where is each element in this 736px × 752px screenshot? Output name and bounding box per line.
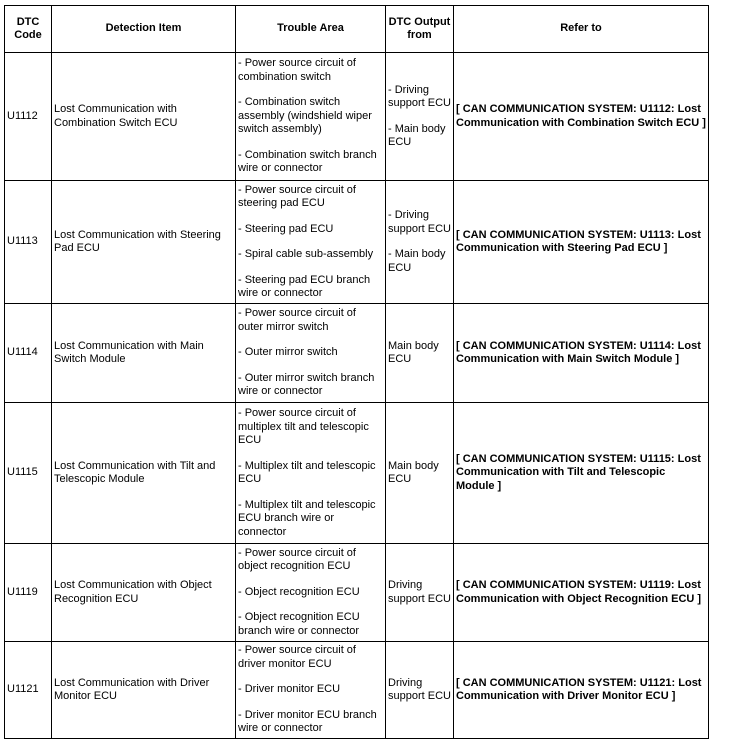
trouble-area-item: - Steering pad ECU branch wire or connector	[238, 273, 371, 299]
dtc-code-cell: U1115	[5, 403, 52, 544]
trouble-area-cell	[236, 53, 386, 181]
trouble-area-item: - Driver monitor ECU	[238, 683, 341, 696]
trouble-area-cell	[236, 403, 386, 544]
detection-item-cell: Lost Communication with Combination Switch ECU	[52, 53, 236, 181]
trouble-area-item: - Power source circuit of multiplex tilt and telescopic ECU	[238, 407, 369, 446]
dtc-output-item: - Driving support ECU	[388, 83, 451, 109]
dtc-output-cell	[386, 181, 454, 304]
refer-to-link[interactable]: [ CAN COMMUNICATION SYSTEM: U1115: Lost Communication with Tilt and Telescopic Module ]	[454, 403, 709, 544]
table-row	[5, 53, 709, 181]
trouble-area-item: - Object recognition ECU branch wire or connector	[238, 611, 360, 637]
dtc-table	[4, 5, 709, 739]
dtc-code-cell: U1121	[5, 642, 52, 739]
trouble-area-item: - Combination switch assembly (windshield wiper switch assembly)	[238, 96, 372, 136]
dtc-output-cell	[386, 53, 454, 181]
trouble-area-item: - Outer mirror switch	[238, 346, 338, 359]
table-row	[5, 304, 709, 403]
trouble-area-cell	[236, 544, 386, 642]
detection-item-cell: Lost Communication with Steering Pad ECU	[52, 181, 236, 304]
dtc-output-item: - Main body ECU	[388, 122, 446, 148]
dtc-code-cell: U1112	[5, 53, 52, 181]
dtc-code-cell: U1113	[5, 181, 52, 304]
trouble-area-item: - Multiplex tilt and telescopic ECU branch wire or connector	[238, 498, 376, 538]
dtc-output-item: Main body ECU	[388, 339, 439, 365]
trouble-area-item: - Power source circuit of steering pad ECU	[238, 183, 356, 209]
header-trouble-area: Trouble Area	[236, 6, 386, 53]
trouble-area-item: - Combination switch branch wire or connector	[238, 148, 377, 175]
table-row	[5, 544, 709, 642]
detection-item-cell: Lost Communication with Driver Monitor ECU	[52, 642, 236, 739]
dtc-code-cell: U1114	[5, 304, 52, 403]
header-dtc-output: DTC Output from	[386, 6, 454, 53]
refer-to-link[interactable]: [ CAN COMMUNICATION SYSTEM: U1112: Lost Communication with Combination Switch ECU ]	[454, 53, 709, 181]
detection-item-cell: Lost Communication with Object Recognition ECU	[52, 544, 236, 642]
refer-to-link[interactable]: [ CAN COMMUNICATION SYSTEM: U1121: Lost Communication with Driver Monitor ECU ]	[454, 642, 709, 739]
header-row	[5, 6, 709, 53]
trouble-area-item: - Outer mirror switch branch wire or connector	[238, 371, 375, 398]
trouble-area-item: - Power source circuit of driver monitor ECU	[238, 644, 356, 670]
table-row	[5, 642, 709, 739]
trouble-area-item: - Steering pad ECU	[238, 222, 334, 235]
dtc-output-cell	[386, 642, 454, 739]
trouble-area-item: - Multiplex tilt and telescopic ECU	[238, 459, 376, 485]
trouble-area-cell	[236, 181, 386, 304]
refer-to-link[interactable]: [ CAN COMMUNICATION SYSTEM: U1113: Lost Communication with Steering Pad ECU ]	[454, 181, 709, 304]
dtc-output-item: Driving support ECU	[388, 579, 451, 605]
trouble-area-item: - Driver monitor ECU branch wire or connector	[238, 708, 377, 735]
dtc-code-cell: U1119	[5, 544, 52, 642]
dtc-output-cell	[386, 403, 454, 544]
header-refer-to: Refer to	[454, 6, 709, 53]
dtc-output-item: - Driving support ECU	[388, 209, 451, 235]
detection-item-cell: Lost Communication with Tilt and Telescopic Module	[52, 403, 236, 544]
table-row	[5, 403, 709, 544]
trouble-area-item: - Power source circuit of combination switch	[238, 57, 356, 83]
header-dtc-code: DTC Code	[5, 6, 52, 53]
header-detection-item: Detection Item	[52, 6, 236, 53]
trouble-area-cell	[236, 642, 386, 739]
refer-to-link[interactable]: [ CAN COMMUNICATION SYSTEM: U1114: Lost Communication with Main Switch Module ]	[454, 304, 709, 403]
dtc-output-item: Driving support ECU	[388, 676, 451, 702]
dtc-output-cell	[386, 304, 454, 403]
trouble-area-item: - Object recognition ECU	[238, 585, 360, 598]
dtc-output-item: - Main body ECU	[388, 248, 446, 274]
trouble-area-cell	[236, 304, 386, 403]
trouble-area-item: - Power source circuit of outer mirror switch	[238, 307, 356, 333]
trouble-area-item: - Power source circuit of object recognition ECU	[238, 546, 356, 573]
detection-item-cell: Lost Communication with Main Switch Module	[52, 304, 236, 403]
refer-to-link[interactable]: [ CAN COMMUNICATION SYSTEM: U1119: Lost Communication with Object Recognition ECU ]	[454, 544, 709, 642]
dtc-output-cell	[386, 544, 454, 642]
trouble-area-item: - Spiral cable sub-assembly	[238, 248, 374, 260]
dtc-output-item: Main body ECU	[388, 459, 439, 485]
table-row	[5, 181, 709, 304]
